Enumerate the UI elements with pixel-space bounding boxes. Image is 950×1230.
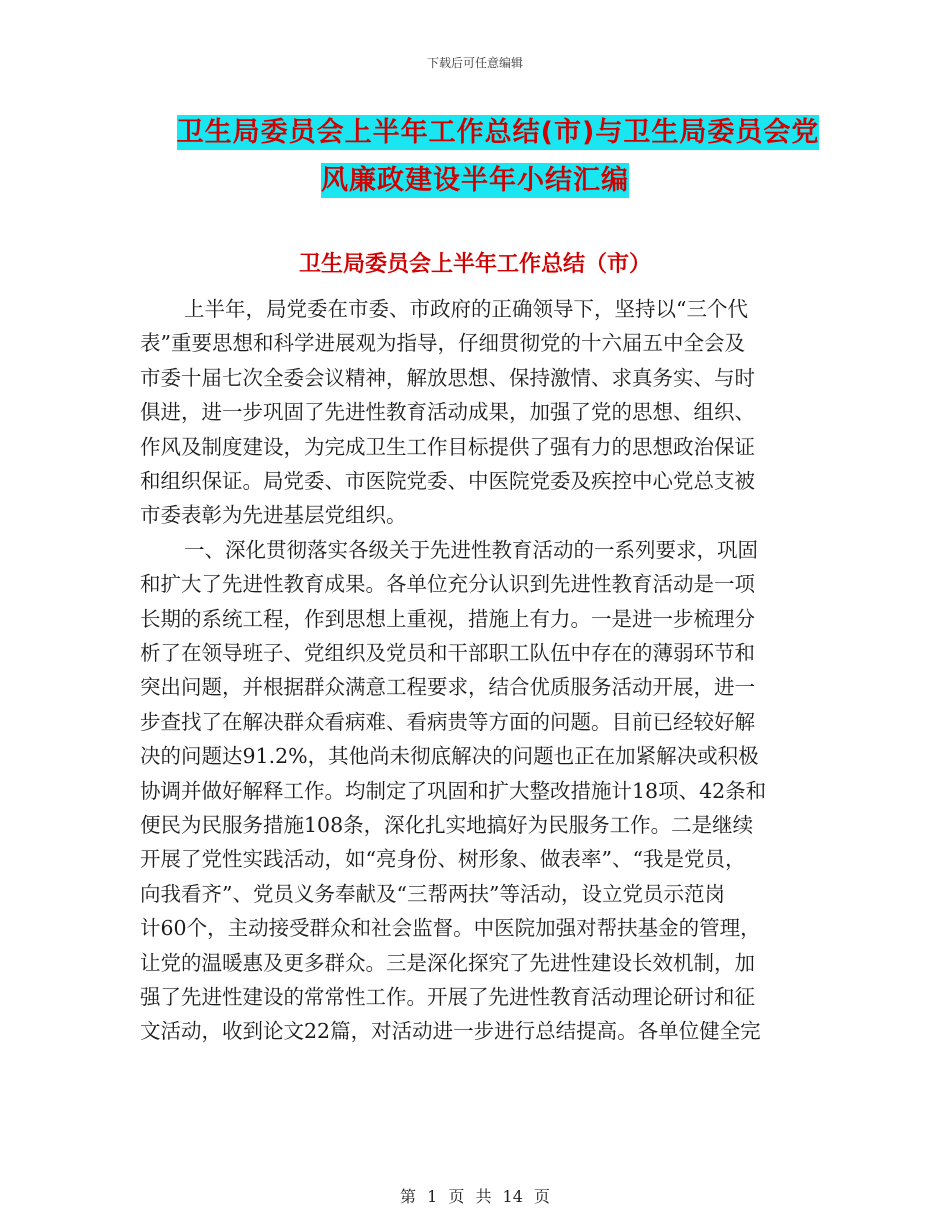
body-line: 作风及制度建设，为完成卫生工作目标提供了强有力的思想政治保证 (140, 434, 755, 459)
document-title-line-1: 卫生局委员会上半年工作总结(市)与卫生局委员会党 (176, 117, 820, 148)
body-line: 强了先进性建设的常常性工作。开展了先进性教育活动理论研讨和征 (140, 985, 755, 1009)
page-number-footer: 第 1 页 共 14 页 (400, 1187, 550, 1206)
body-line: 表”重要思想和科学进展观为指导，仔细贯彻党的十六届五中全会及 (140, 331, 745, 356)
body-line: 协调并做好解释工作。均制定了巩固和扩大整改措施计18项、42条和 (140, 778, 767, 803)
body-line: 文活动，收到论文22篇，对活动进一步进行总结提高。各单位健全完 (140, 1019, 761, 1044)
body-line: 开展了党性实践活动，如“亮身份、树形象、做表率”、“我是党员， (140, 847, 746, 872)
header-note: 下载后可任意编辑 (426, 56, 523, 70)
body-line: 市委十届七次全委会议精神，解放思想、保持激情、求真务实、与时 (140, 365, 755, 390)
body-line: 步查找了在解决群众看病难、看病贵等方面的问题。目前已经较好解 (140, 709, 755, 734)
body-line: 和组织保证。局党委、市医院党委、中医院党委及疾控中心党总支被 (140, 469, 755, 493)
body-line: 俱进，进一步巩固了先进性教育活动成果，加强了党的思想、组织、 (140, 400, 755, 425)
body-line: 市委表彰为先进基层党组织。 (140, 503, 407, 528)
body-line: 突出问题，并根据群众满意工程要求，结合优质服务活动开展，进一 (140, 675, 755, 700)
body-line: 长期的系统工程，作到思想上重视，措施上有力。一是进一步梳理分 (140, 606, 755, 631)
body-line: 决的问题达91.2%，其他尚未彻底解决的问题也正在加紧解决或积极 (140, 744, 759, 769)
document-title-line-2: 风廉政建设半年小结汇编 (321, 165, 629, 196)
section-title: 卫生局委员会上半年工作总结（市） (298, 252, 651, 277)
body-line: 计60个，主动接受群众和社会监督。中医院加强对帮扶基金的管理， (140, 916, 761, 941)
body-line: 和扩大了先进性教育成果。各单位充分认识到先进性教育活动是一项 (140, 572, 755, 597)
body-line: 便民为民服务措施108条，深化扎实地搞好为民服务工作。二是继续 (140, 813, 754, 837)
body-line: 一、深化贯彻落实各级关于先进性教育活动的一系列要求，巩固 (184, 537, 758, 562)
body-line: 上半年，局党委在市委、市政府的正确领导下，坚持以“三个代 (184, 297, 748, 321)
body-line: 向我看齐”、党员义务奉献及“三帮两扶”等活动，设立党员示范岗 (140, 881, 725, 906)
body-line: 析了在领导班子、党组织及党员和干部职工队伍中存在的薄弱环节和 (140, 641, 755, 665)
body-line: 让党的温暖惠及更多群众。三是深化探究了先进性建设长效机制，加 (140, 950, 755, 975)
